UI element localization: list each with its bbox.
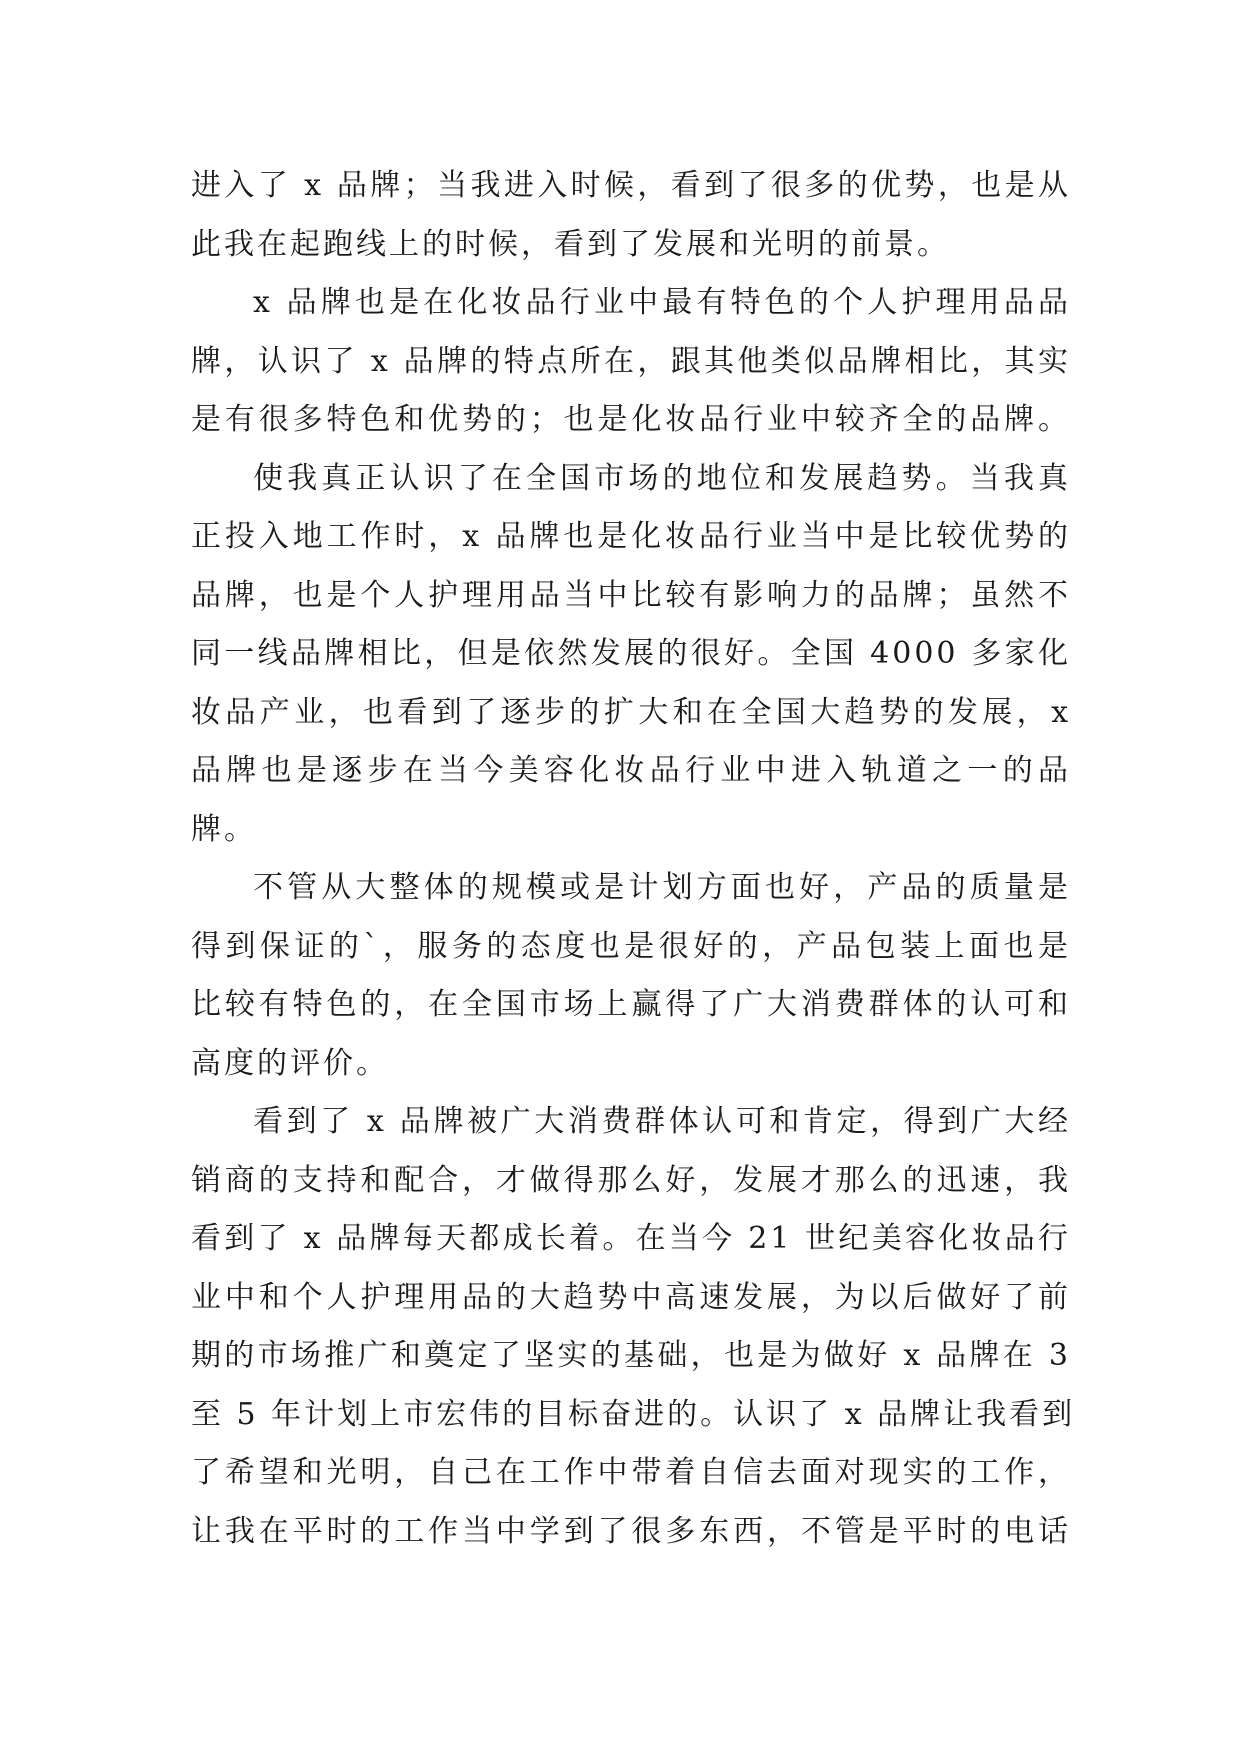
text-line: 是有很多特色和优势的；也是化妆品行业中较齐全的品牌。 bbox=[191, 402, 1071, 437]
text-line: 高度的评价。 bbox=[191, 1045, 389, 1081]
text-line: 至 5 年计划上市宏伟的目标奋进的。认识了 x 品牌让我看到 bbox=[191, 1396, 1076, 1432]
text-line: 进入了 x 品牌；当我进入时候，看到了很多的优势，也是从 bbox=[191, 168, 1071, 203]
text-line: 牌，认识了 x 品牌的特点所在，跟其他类似品牌相比，其实 bbox=[191, 343, 1071, 379]
text-line: 让我在平时的工作当中学到了很多东西，不管是平时的电话 bbox=[191, 1513, 1071, 1549]
text-line: 牌。 bbox=[191, 811, 257, 847]
paragraph-first-line: x 品牌也是在化妆品行业中最有特色的个人护理用品品 bbox=[253, 285, 1071, 320]
text-line: 品牌，也是个人护理用品当中比较有影响力的品牌；虽然不 bbox=[191, 577, 1071, 613]
text-line: 了希望和光明，自己在工作中带着自信去面对现实的工作， bbox=[191, 1455, 1071, 1490]
text-line: 销商的支持和配合，才做得那么好，发展才那么的迅速，我 bbox=[191, 1162, 1071, 1198]
paragraph-first-line: 使我真正认识了在全国市场的地位和发展趋势。当我真 bbox=[253, 460, 1071, 496]
text-line: 妆品产业，也看到了逐步的扩大和在全国大趋势的发展，x bbox=[191, 694, 1071, 730]
text-line: 期的市场推广和奠定了坚实的基础，也是为做好 x 品牌在 3 bbox=[191, 1338, 1071, 1373]
text-line: 得到保证的`，服务的态度也是很好的，产品包装上面也是 bbox=[191, 928, 1071, 964]
body-text bbox=[191, 157, 1076, 1561]
text-line: 比较有特色的，在全国市场上赢得了广大消费群体的认可和 bbox=[191, 987, 1071, 1022]
text-line: 品牌也是逐步在当今美容化妆品行业中进入轨道之一的品 bbox=[191, 753, 1071, 788]
text-line: 此我在起跑线上的时候，看到了发展和光明的前景。 bbox=[191, 226, 950, 262]
paragraph-first-line: 看到了 x 品牌被广大消费群体认可和肯定，得到广大经 bbox=[253, 1104, 1071, 1139]
text-line: 业中和个人护理用品的大趋势中高速发展，为以后做好了前 bbox=[191, 1279, 1071, 1315]
text-line: 看到了 x 品牌每天都成长着。在当今 21 世纪美容化妆品行 bbox=[191, 1221, 1071, 1256]
paragraph-first-line: 不管从大整体的规模或是计划方面也好，产品的质量是 bbox=[253, 870, 1071, 905]
text-line: 同一线品牌相比，但是依然发展的很好。全国 4000 多家化 bbox=[191, 636, 1071, 671]
text-line: 正投入地工作时，x 品牌也是化妆品行业当中是比较优势的 bbox=[191, 519, 1071, 554]
